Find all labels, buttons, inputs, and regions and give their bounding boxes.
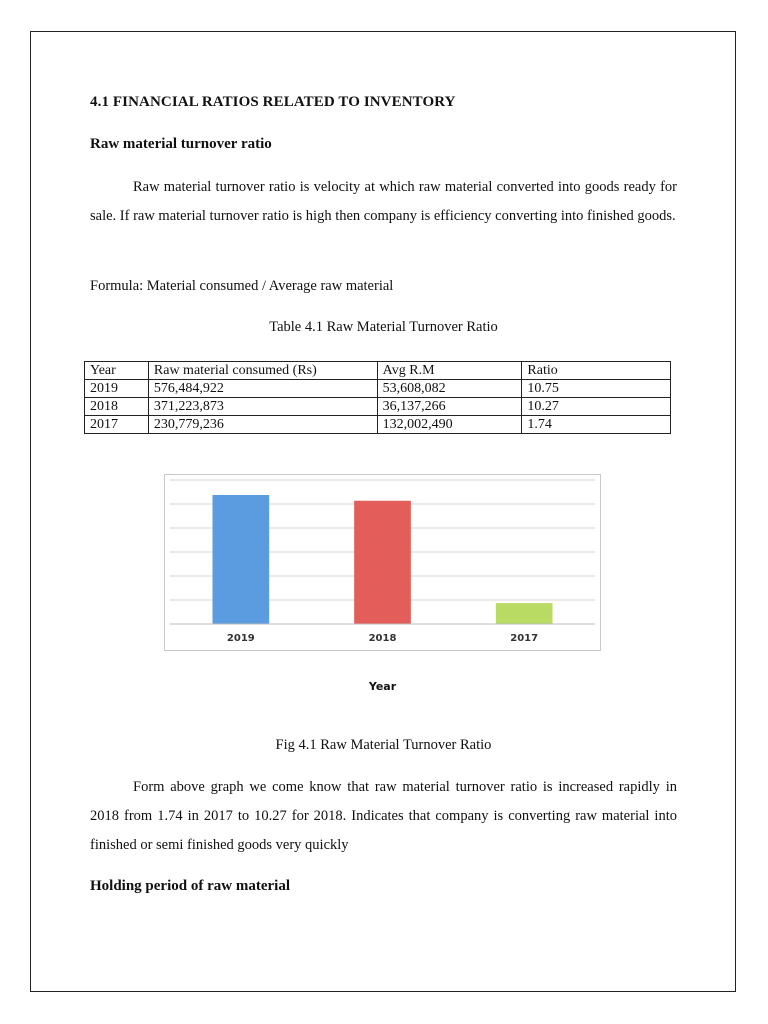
x-tick-label: 2019: [226, 633, 255, 644]
table-cell: 230,779,236: [148, 416, 377, 434]
paragraph-analysis: Form above graph we come know that raw material turnover ratio is increased rapidly in 2018 from 1.74 in 2017 to 10.27 for 2018. Indicates that company is converting raw material into finished or semi finished goods very quickly: [90, 779, 677, 853]
table-header-row: [85, 362, 671, 380]
bar-chart: [164, 474, 601, 651]
table-cell: 576,484,922: [148, 380, 377, 398]
table-cell: 2018: [85, 398, 149, 416]
table-cell: 1.74: [522, 416, 671, 434]
table-row: [85, 398, 671, 416]
section-heading: 4.1 FINANCIAL RATIOS RELATED TO INVENTORY: [90, 94, 456, 110]
table-cell: 10.27: [522, 398, 671, 416]
bar-2019: [213, 495, 270, 624]
table-row: [85, 416, 671, 434]
x-tick-label: 2017: [510, 633, 539, 644]
table-header-cell: Avg R.M: [377, 362, 522, 380]
formula-text: Formula: Material consumed / Average raw material: [90, 278, 394, 294]
x-tick-label: 2018: [368, 633, 397, 644]
figure-caption: Fig 4.1 Raw Material Turnover Ratio: [275, 737, 492, 753]
table-header-cell: Ratio: [522, 362, 671, 380]
table-caption: Table 4.1 Raw Material Turnover Ratio: [269, 319, 498, 335]
ratio-table: [84, 361, 671, 434]
table-cell: 10.75: [522, 380, 671, 398]
table-cell: 2019: [85, 380, 149, 398]
bar-2018: [354, 501, 411, 624]
table-cell: 2017: [85, 416, 149, 434]
table-header-cell: Raw material consumed (Rs): [148, 362, 377, 380]
table-cell: 132,002,490: [377, 416, 522, 434]
table-cell: 36,137,266: [377, 398, 522, 416]
subheading-raw-material-turnover: Raw material turnover ratio: [90, 136, 272, 152]
chart-svg: [164, 474, 601, 651]
table-row: [85, 380, 671, 398]
table-cell: 371,223,873: [148, 398, 377, 416]
table-header-cell: Year: [85, 362, 149, 380]
table-cell: 53,608,082: [377, 380, 522, 398]
paragraph-definition: Raw material turnover ratio is velocity at which raw material converted into goods ready for sale. If raw material turnover ratio is high then company is efficiency converting into finished goods.: [90, 179, 677, 224]
subheading-holding-period: Holding period of raw material: [90, 878, 290, 894]
bar-2017: [496, 603, 553, 624]
x-axis-title: Year: [368, 680, 397, 693]
